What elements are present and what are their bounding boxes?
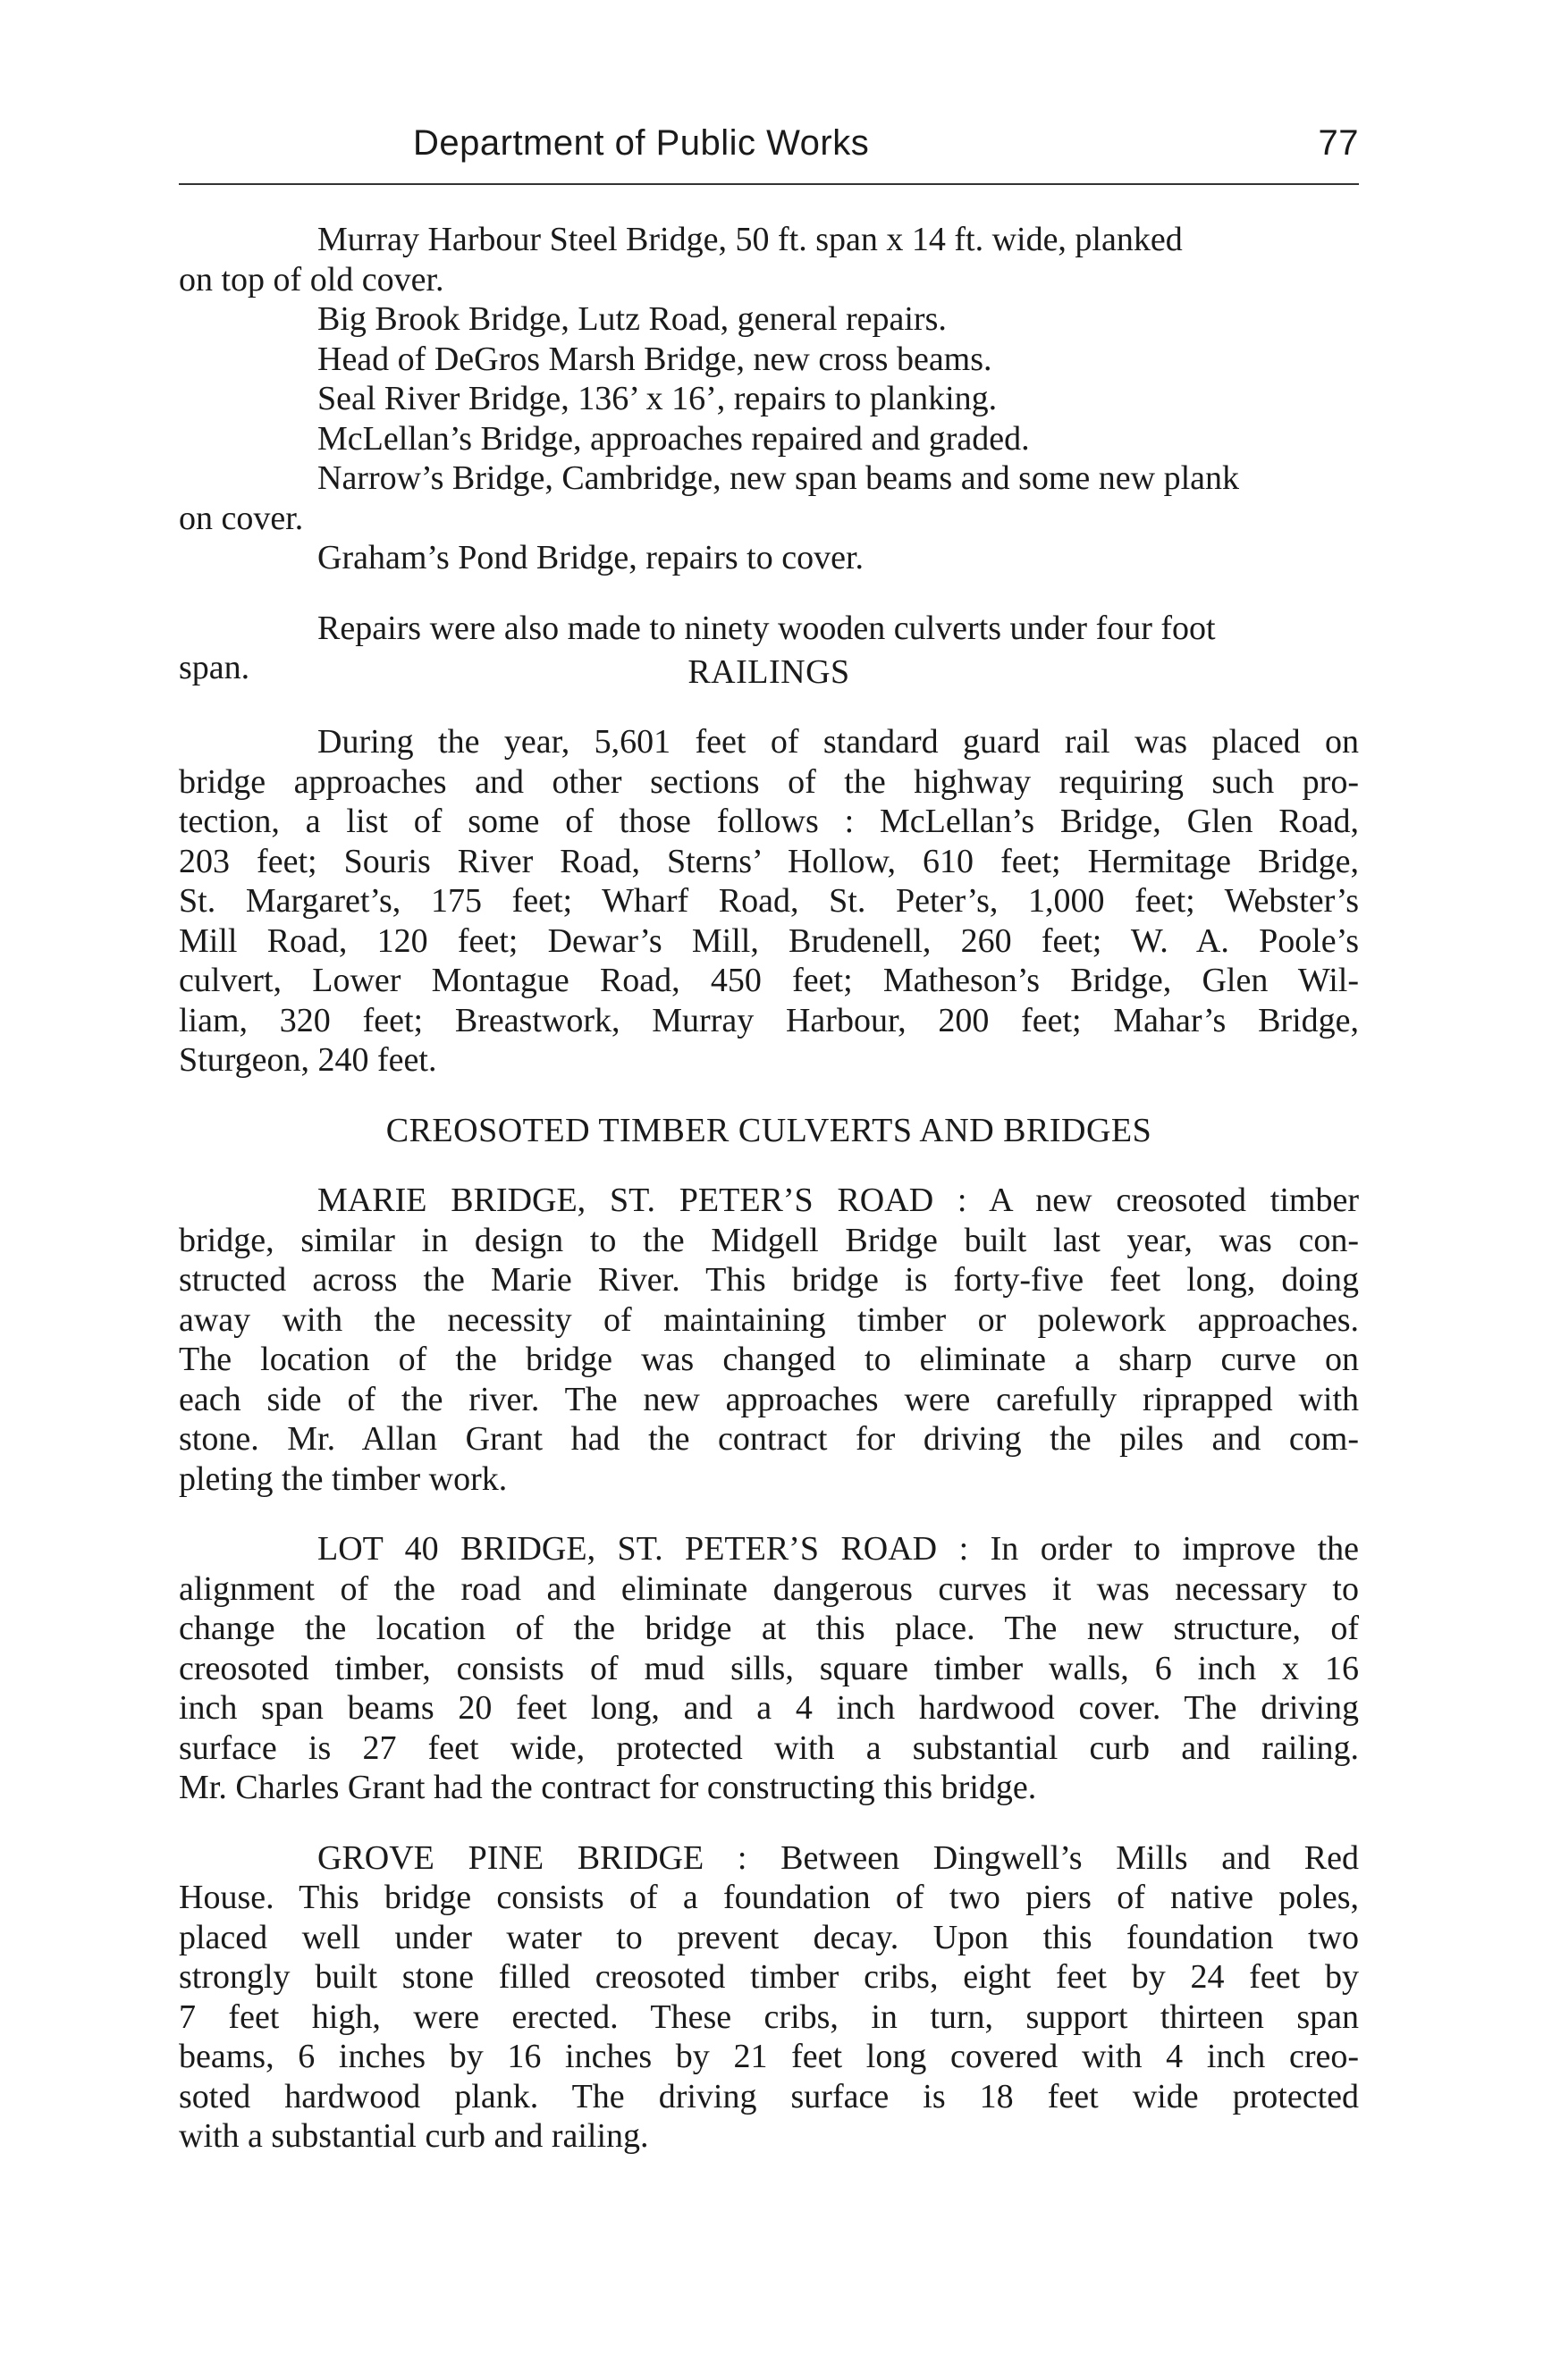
header-title: Department of Public Works xyxy=(413,123,870,163)
lot40-bridge-paragraph xyxy=(179,1529,1359,1808)
paragraph-line: Mr. Charles Grant had the contract for constructing this bridge. xyxy=(179,1769,1037,1806)
paragraph-line: MARIE BRIDGE, ST. PETER’S ROAD : A new creosoted timber xyxy=(317,1182,1359,1219)
list-item: Narrow’s Bridge, Cambridge, new span beams and some new plank xyxy=(317,459,1240,497)
paragraph-line: Sturgeon, 240 feet. xyxy=(179,1041,437,1079)
paragraph-line: bridge, similar in design to the Midgell Bridge built last year, was con- xyxy=(179,1221,1359,1259)
paragraph-line: 7 feet high, were erected. These cribs, in turn, support thirteen span xyxy=(179,1997,1359,2036)
paragraph-line: soted hardwood plank. The driving surface is 18 feet wide protected xyxy=(179,2077,1359,2115)
list-item-continuation: on top of old cover. xyxy=(179,260,444,299)
paragraph-line: each side of the river. The new approaches were carefully riprapped with xyxy=(179,1380,1359,1418)
paragraph-line: structed across the Marie River. This bridge is forty-five feet long, doing xyxy=(179,1261,1359,1299)
paragraph-line: liam, 320 feet; Breastwork, Murray Harbour, 200 feet; Mahar’s Bridge, xyxy=(179,1001,1359,1039)
paragraph-line: 203 feet; Souris River Road, Sterns’ Hollow, 610 feet; Hermitage Bridge, xyxy=(179,842,1359,880)
paragraph-line: change the location of the bridge at this place. The new structure, of xyxy=(179,1610,1359,1647)
paragraph-line: alignment of the road and eliminate dangerous curves it was necessary to xyxy=(179,1569,1359,1608)
running-header xyxy=(179,118,1359,172)
paragraph-line: bridge approaches and other sections of the highway requiring such pro- xyxy=(179,762,1359,801)
list-item: McLellan’s Bridge, approaches repaired and graded. xyxy=(317,419,1030,458)
list-item: Seal River Bridge, 136’ x 16’, repairs to planking. xyxy=(317,380,998,417)
bridge-repairs-list xyxy=(179,220,1359,578)
paragraph-line: GROVE PINE BRIDGE : Between Dingwell’s Mills and Red xyxy=(317,1838,1359,1877)
paragraph-line: away with the necessity of maintaining timber or polework approaches. xyxy=(179,1300,1359,1339)
paragraph-line: culvert, Lower Montague Road, 450 feet; Matheson’s Bridge, Glen Wil- xyxy=(179,962,1359,999)
paragraph-line: with a substantial curb and railing. xyxy=(179,2117,649,2155)
paragraph-line: placed well under water to prevent decay. Upon this foundation two xyxy=(179,1918,1359,1956)
paragraph-line: The location of the bridge was changed to eliminate a sharp curve on xyxy=(179,1341,1359,1378)
railings-paragraph xyxy=(179,722,1359,1081)
page-body xyxy=(179,220,1359,2157)
grove-pine-bridge-paragraph xyxy=(179,1838,1359,2157)
paragraph-line: creosoted timber, consists of mud sills, square timber walls, 6 inch x 16 xyxy=(179,1649,1359,1687)
paragraph-line: tection, a list of some of those follows : McLellan’s Bridge, Glen Road, xyxy=(179,803,1359,840)
paragraph-line: span. xyxy=(179,649,250,686)
paragraph-line: beams, 6 inches by 16 inches by 21 feet long covered with 4 inch creo- xyxy=(179,2038,1359,2075)
paragraph-line: House. This bridge consists of a foundation of two piers of native poles, xyxy=(179,1879,1359,1916)
list-item: Head of DeGros Marsh Bridge, new cross beams. xyxy=(317,340,992,378)
paragraph-line: stone. Mr. Allan Grant had the contract for driving the piles and com- xyxy=(179,1420,1359,1458)
paragraph-line: LOT 40 BRIDGE, ST. PETER’S ROAD : In order to improve the xyxy=(317,1530,1359,1568)
paragraph-line: pleting the timber work. xyxy=(179,1459,508,1498)
list-item: Murray Harbour Steel Bridge, 50 ft. span x 14 ft. wide, planked xyxy=(317,221,1183,258)
list-item: Big Brook Bridge, Lutz Road, general repairs. xyxy=(317,300,947,338)
marie-bridge-paragraph xyxy=(179,1181,1359,1499)
header-rule xyxy=(179,183,1359,185)
paragraph-line: Repairs were also made to ninety wooden culverts under four foot xyxy=(317,609,1216,647)
creosoted-heading: CREOSOTED TIMBER CULVERTS AND BRIDGES xyxy=(385,1111,1152,1149)
paragraph-line: strongly built stone filled creosoted timber cribs, eight feet by 24 feet by xyxy=(179,1958,1359,1996)
list-item: Graham’s Pond Bridge, repairs to cover. xyxy=(317,539,865,576)
paragraph-line: St. Margaret’s, 175 feet; Wharf Road, St. Peter’s, 1,000 feet; Webster’s xyxy=(179,882,1359,920)
paragraph-line: surface is 27 feet wide, protected with a substantial curb and railing. xyxy=(179,1728,1359,1767)
paragraph-line: Mill Road, 120 feet; Dewar’s Mill, Brudenell, 260 feet; W. A. Poole’s xyxy=(179,921,1359,960)
paragraph-line: inch span beams 20 feet long, and a 4 inch hardwood cover. The driving xyxy=(179,1689,1359,1727)
paragraph-line: During the year, 5,601 feet of standard guard rail was placed on xyxy=(317,723,1359,761)
list-item-continuation: on cover. xyxy=(179,499,304,537)
page-number: 77 xyxy=(1318,123,1359,163)
railings-heading: RAILINGS xyxy=(687,652,850,691)
